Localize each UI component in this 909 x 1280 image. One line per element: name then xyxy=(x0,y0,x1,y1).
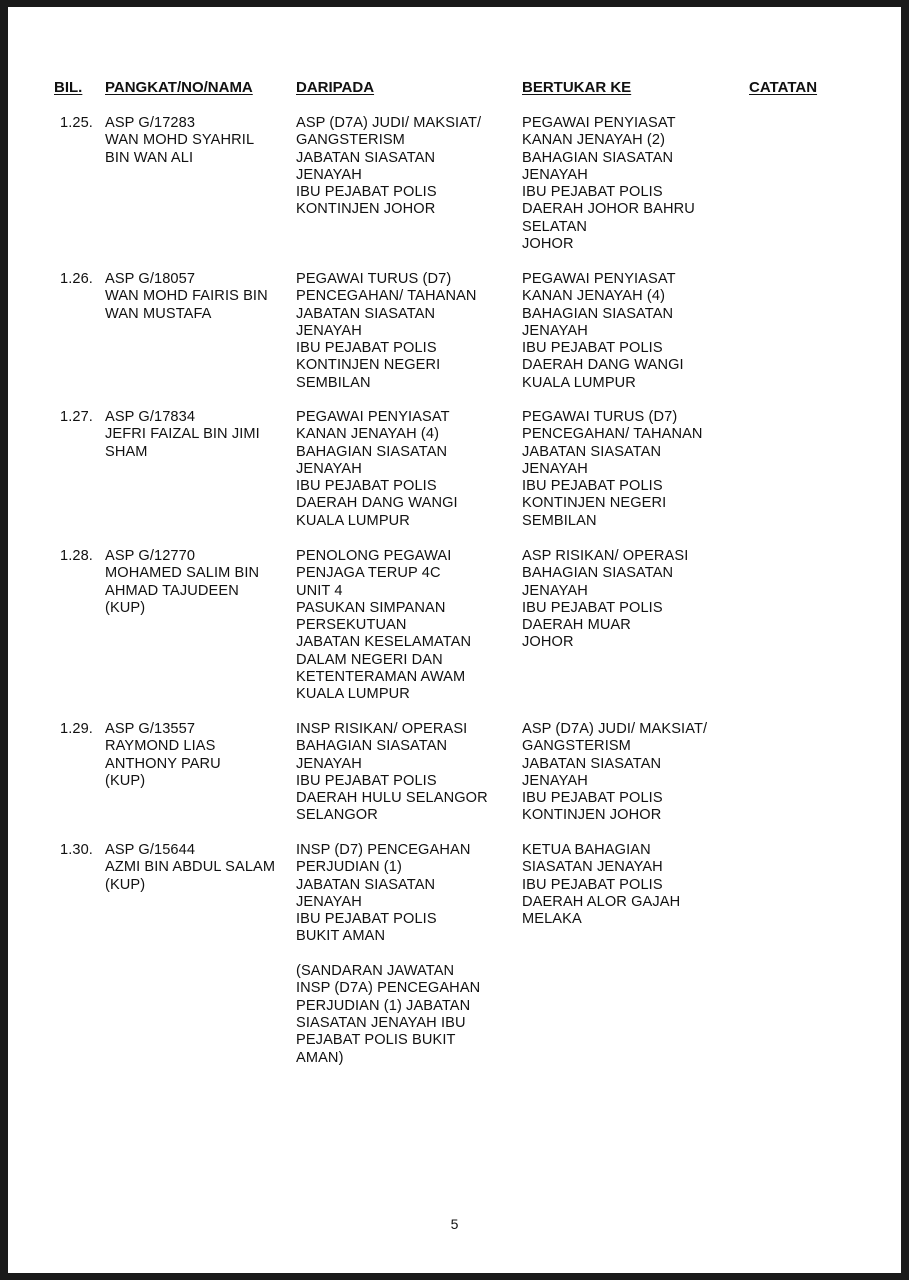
to-posting-line: BAHAGIAN SIASATAN xyxy=(522,149,674,166)
secondment-note-line: INSP (D7A) PENCEGAHAN xyxy=(296,980,481,997)
from-posting-line: JABATAN SIASATAN xyxy=(296,149,436,166)
officer-name-line: MOHAMED SALIM BIN xyxy=(105,565,260,582)
entry-number: 1.25. xyxy=(60,115,93,131)
from-posting-line: BUKIT AMAN xyxy=(296,928,386,945)
to-posting xyxy=(522,721,707,825)
to-posting-line: PEGAWAI PENYIASAT xyxy=(522,271,676,287)
officer-name-line: (KUP) xyxy=(105,772,146,789)
from-posting-line: JENAYAH xyxy=(296,893,362,910)
header-catatan: CATATAN xyxy=(749,79,818,96)
to-posting-line: JENAYAH xyxy=(522,772,588,789)
from-posting-line: BAHAGIAN SIASATAN xyxy=(296,738,448,755)
header-daripada: DARIPADA xyxy=(296,79,375,96)
officer-name-line: (KUP) xyxy=(105,876,146,893)
from-posting-line: IBU PEJABAT POLIS xyxy=(296,772,437,789)
from-posting-line: DAERAH HULU SELANGOR xyxy=(296,790,488,807)
officer-name xyxy=(105,115,254,167)
to-posting-line: KONTINJEN JOHOR xyxy=(522,807,662,824)
from-posting xyxy=(296,548,471,704)
officer-name-line: ASP G/15644 xyxy=(105,842,196,858)
officer-name-line: SHAM xyxy=(105,443,148,460)
secondment-note xyxy=(296,963,480,1067)
from-posting-line: JABATAN KESELAMATAN xyxy=(296,634,472,651)
from-posting-line: JABATAN SIASATAN xyxy=(296,305,436,322)
to-posting-line: IBU PEJABAT POLIS xyxy=(522,599,663,616)
header-bertukar-ke: BERTUKAR KE xyxy=(522,79,632,96)
secondment-note-line: PERJUDIAN (1) JABATAN xyxy=(296,997,471,1014)
from-posting-line: PENOLONG PEGAWAI xyxy=(296,548,452,564)
to-posting-line: BAHAGIAN SIASATAN xyxy=(522,565,674,582)
to-posting-line: JENAYAH xyxy=(522,582,588,599)
secondment-note-line: SIASATAN JENAYAH IBU xyxy=(296,1014,466,1031)
to-posting-line: JENAYAH xyxy=(522,166,588,183)
from-posting-line: IBU PEJABAT POLIS xyxy=(296,184,437,201)
secondment-note-line: PEJABAT POLIS BUKIT xyxy=(296,1032,456,1049)
from-posting-line: PASUKAN SIMPANAN xyxy=(296,599,446,616)
officer-name-line: WAN MOHD FAIRIS BIN xyxy=(105,288,268,305)
header-pangkat-no-nama: PANGKAT/NO/NAMA xyxy=(105,79,253,96)
to-posting-line: SIASATAN JENAYAH xyxy=(522,859,663,876)
from-posting-line: JENAYAH xyxy=(296,755,362,772)
from-posting xyxy=(296,271,477,392)
from-posting-line: IBU PEJABAT POLIS xyxy=(296,340,437,357)
to-posting-line: KUALA LUMPUR xyxy=(522,374,636,391)
officer-name-line: AZMI BIN ABDUL SALAM xyxy=(105,859,276,876)
officer-name-line: WAN MOHD SYAHRIL xyxy=(105,132,255,149)
entry-number: 1.29. xyxy=(60,721,93,737)
to-posting-line: GANGSTERISM xyxy=(522,738,631,755)
officer-name xyxy=(105,548,259,617)
from-posting-line: DAERAH DANG WANGI xyxy=(296,495,458,512)
officer-name-line: ANTHONY PARU xyxy=(105,755,221,772)
entry-number: 1.28. xyxy=(60,548,93,564)
from-posting-line: SEMBILAN xyxy=(296,374,371,391)
from-posting-line: UNIT 4 xyxy=(296,582,343,599)
entry-number: 1.30. xyxy=(60,842,93,858)
from-posting-line: KUALA LUMPUR xyxy=(296,512,410,529)
to-posting-line: IBU PEJABAT POLIS xyxy=(522,478,663,495)
officer-name xyxy=(105,409,260,461)
to-posting xyxy=(522,409,703,530)
to-posting xyxy=(522,842,680,928)
from-posting-line: INSP RISIKAN/ OPERASI xyxy=(296,721,468,737)
to-posting-line: DAERAH JOHOR BAHRU xyxy=(522,201,695,218)
from-posting-line: GANGSTERISM xyxy=(296,132,405,149)
officer-name-line: JEFRI FAIZAL BIN JIMI xyxy=(105,426,260,443)
from-posting-line: ASP (D7A) JUDI/ MAKSIAT/ xyxy=(296,115,482,131)
entry-number: 1.27. xyxy=(60,409,93,425)
from-posting-line: PERJUDIAN (1) xyxy=(296,859,402,876)
page-number: 5 xyxy=(450,1216,459,1232)
from-posting-line: KONTINJEN NEGERI xyxy=(296,357,441,374)
to-posting-line: KANAN JENAYAH (2) xyxy=(522,132,666,149)
from-posting-line: PEGAWAI PENYIASAT xyxy=(296,409,450,425)
to-posting-line: SEMBILAN xyxy=(522,512,597,529)
to-posting-line: DAERAH MUAR xyxy=(522,617,631,634)
from-posting-line: JABATAN SIASATAN xyxy=(296,876,436,893)
from-posting-line: PERSEKUTUAN xyxy=(296,617,407,634)
entry-number: 1.26. xyxy=(60,271,93,287)
officer-name-line: RAYMOND LIAS xyxy=(105,738,216,755)
to-posting-line: JABATAN SIASATAN xyxy=(522,443,662,460)
from-posting-line: INSP (D7) PENCEGAHAN xyxy=(296,842,471,858)
from-posting-line: KUALA LUMPUR xyxy=(296,686,410,703)
to-posting xyxy=(522,115,695,253)
to-posting-line: JABATAN SIASATAN xyxy=(522,755,662,772)
from-posting-line: DALAM NEGERI DAN xyxy=(296,651,443,668)
to-posting-line: PENCEGAHAN/ TAHANAN xyxy=(522,426,703,443)
to-posting-line: JOHOR xyxy=(522,634,574,651)
to-posting-line: ASP (D7A) JUDI/ MAKSIAT/ xyxy=(522,721,708,737)
from-posting-line: JENAYAH xyxy=(296,460,362,477)
to-posting-line: PEGAWAI PENYIASAT xyxy=(522,115,676,131)
to-posting-line: JOHOR xyxy=(522,236,574,253)
secondment-note-line: (SANDARAN JAWATAN xyxy=(296,963,455,980)
from-posting-line: JENAYAH xyxy=(296,166,362,183)
officer-name-line: ASP G/12770 xyxy=(105,548,196,564)
from-posting-line: PENCEGAHAN/ TAHANAN xyxy=(296,288,477,305)
from-posting-line: KETENTERAMAN AWAM xyxy=(296,669,466,686)
to-posting-line: JENAYAH xyxy=(522,322,588,339)
to-posting-line: IBU PEJABAT POLIS xyxy=(522,340,663,357)
from-posting xyxy=(296,409,458,530)
officer-name-line: BIN WAN ALI xyxy=(105,149,194,166)
from-posting-line: IBU PEJABAT POLIS xyxy=(296,478,437,495)
to-posting-line: PEGAWAI TURUS (D7) xyxy=(522,409,678,425)
document-page xyxy=(8,7,901,1273)
officer-name-line: (KUP) xyxy=(105,599,146,616)
to-posting-line: JENAYAH xyxy=(522,460,588,477)
from-posting-line: KONTINJEN JOHOR xyxy=(296,201,436,218)
from-posting-line: IBU PEJABAT POLIS xyxy=(296,911,437,928)
officer-name xyxy=(105,721,221,790)
officer-name xyxy=(105,842,275,894)
from-posting xyxy=(296,721,488,825)
to-posting-line: KONTINJEN NEGERI xyxy=(522,495,667,512)
to-posting-line: MELAKA xyxy=(522,911,582,928)
to-posting xyxy=(522,548,688,652)
to-posting-line: SELATAN xyxy=(522,218,588,235)
to-posting xyxy=(522,271,684,392)
from-posting-line: KANAN JENAYAH (4) xyxy=(296,426,440,443)
to-posting-line: KANAN JENAYAH (4) xyxy=(522,288,666,305)
from-posting-line: SELANGOR xyxy=(296,807,378,824)
officer-name-line: ASP G/17283 xyxy=(105,115,196,131)
from-posting-line: PENJAGA TERUP 4C xyxy=(296,565,441,582)
from-posting-line: JENAYAH xyxy=(296,322,362,339)
to-posting-line: IBU PEJABAT POLIS xyxy=(522,184,663,201)
officer-name xyxy=(105,271,268,323)
officer-name-line: ASP G/13557 xyxy=(105,721,196,737)
to-posting-line: ASP RISIKAN/ OPERASI xyxy=(522,548,689,564)
to-posting-line: BAHAGIAN SIASATAN xyxy=(522,305,674,322)
secondment-note-line: AMAN) xyxy=(296,1049,344,1066)
to-posting-line: IBU PEJABAT POLIS xyxy=(522,790,663,807)
to-posting-line: IBU PEJABAT POLIS xyxy=(522,876,663,893)
header-bil: BIL. xyxy=(54,79,83,96)
to-posting-line: DAERAH DANG WANGI xyxy=(522,357,684,374)
from-posting-line: PEGAWAI TURUS (D7) xyxy=(296,271,452,287)
to-posting-line: DAERAH ALOR GAJAH xyxy=(522,893,681,910)
to-posting-line: KETUA BAHAGIAN xyxy=(522,842,651,858)
from-posting xyxy=(296,842,480,1067)
from-posting-line: BAHAGIAN SIASATAN xyxy=(296,443,448,460)
officer-name-line: ASP G/17834 xyxy=(105,409,196,425)
officer-name-line: WAN MUSTAFA xyxy=(105,305,212,322)
from-posting xyxy=(296,115,481,219)
officer-name-line: AHMAD TAJUDEEN xyxy=(105,582,239,599)
officer-name-line: ASP G/18057 xyxy=(105,271,196,287)
